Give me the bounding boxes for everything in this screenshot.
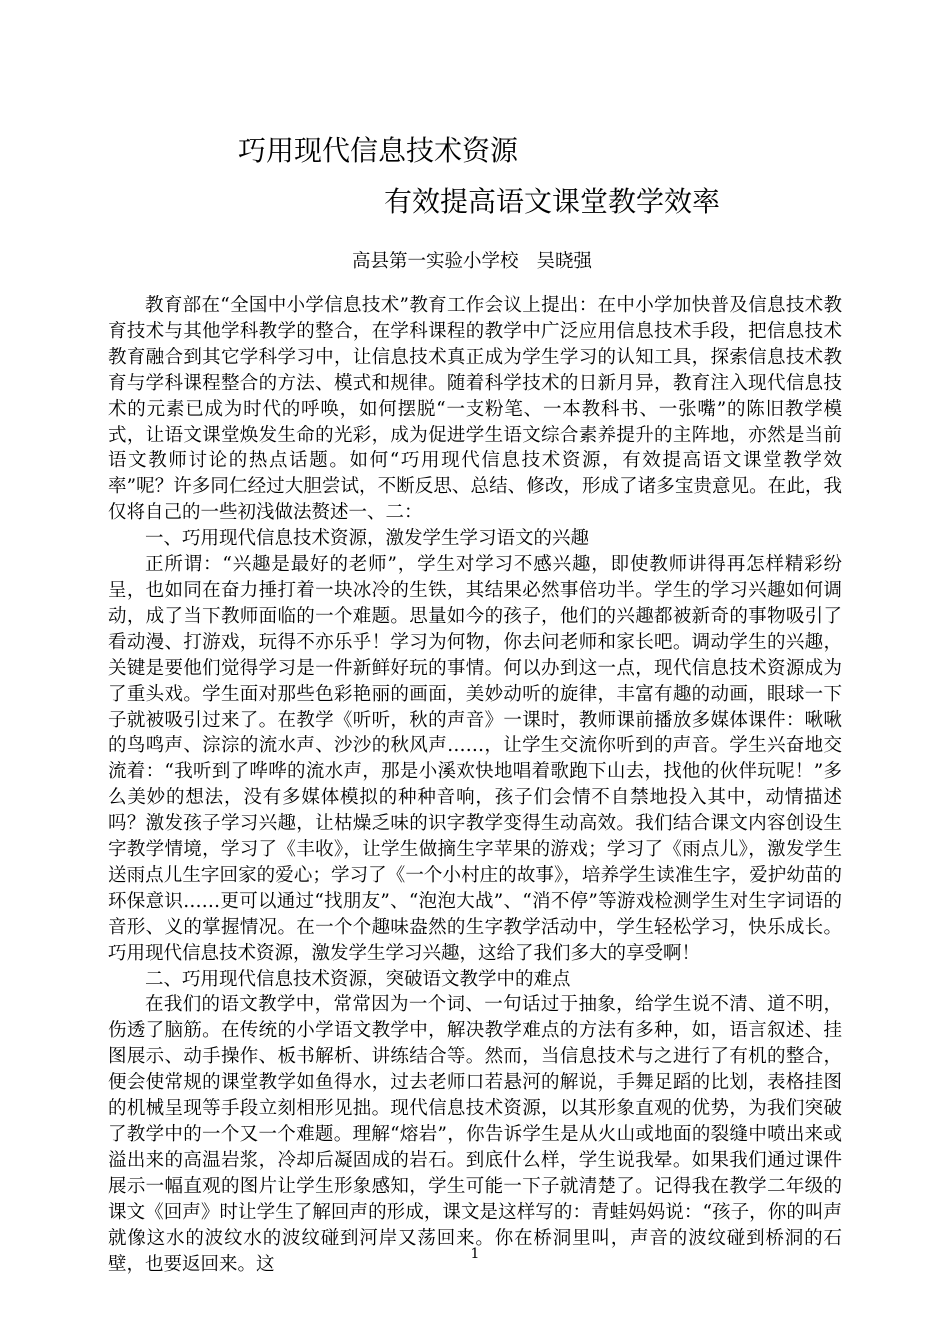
author-line	[352, 248, 592, 276]
page-number: 1	[470, 1246, 480, 1262]
author-name: 吴晓强	[536, 251, 593, 272]
section-1-paragraph: 正所谓：“兴趣是最好的老师”，学生对学习不感兴趣，即使教师讲得再怎样精彩纷呈，也如同在奋力捶打着一块冰冷的生铁，其结果必然事倍功半。学生的学习兴趣如何调动，成了当下教师面临的一个难题。思量如今的孩子，他们的兴趣都被新奇的事物吸引了看动漫、打游戏，玩得不亦乐乎！学习为何物，你去问老师和家长吧。调动学生的兴趣，关键是要他们觉得学习是一件新鲜好玩的事情。何以办到这一点，现代信息技术资源成为了重头戏。学生面对那些色彩艳丽的画面，美妙动听的旋律，丰富有趣的动画，眼球一下子就被吸引过来了。在教学《听听，秋的声音》一课时，教师课前播放多媒体课件：啾啾的鸟鸣声、淙淙的流水声、沙沙的秋风声……，让学生交流你听到的声音。学生兴奋地交流着：“我听到了哗哗的流水声，那是小溪欢快地唱着歌跑下山去，找他的伙伴玩呢！”多么美妙的想法，没有多媒体模拟的种种音响，孩子们会情不自禁地投入其中，动情描述吗？激发孩子学习兴趣，让枯燥乏味的识字教学变得生动高效。我们结合课文内容创设生字教学情境，学习了《丰收》，让学生做摘生字苹果的游戏；学习了《雨点儿》，激发学生送雨点儿生字回家的爱心；学习了《一个小村庄的故事》，培养学生读准生字，爱护幼苗的环保意识……更可以通过“找朋友”、“泡泡大战”、“消不停”等游戏检测学生对生字词语的音形、义的掌握情况。在一个个趣味盎然的生字教学活动中，学生轻松学习，快乐成长。巧用现代信息技术资源，激发学生学习兴趣，这给了我们多大的享受啊！	[108, 554, 842, 964]
title-line-1: 巧用现代信息技术资源	[238, 134, 519, 167]
body-text	[108, 293, 842, 1277]
section-heading-2: 二、巧用现代信息技术资源，突破语文教学中的难点	[145, 968, 571, 990]
section-heading-1: 一、巧用现代信息技术资源，激发学生学习语文的兴趣	[145, 528, 590, 550]
section-2-paragraph: 在我们的语文教学中，常常因为一个词、一句话过于抽象，给学生说不清、道不明，伤透了脑筋。在传统的小学语文教学中，解决教学难点的方法有多种，如，语言叙述、挂图展示、动手操作、板书解析、讲练结合等。然而，当信息技术与之进行了有机的整合，便会使常规的课堂教学如鱼得水，过去老师口若悬河的解说，手舞足蹈的比划，表格挂图的机械呈现等手段立刻相形见拙。现代信息技术资源，以其形象直观的优势，为我们突破了教学中的一个又一个难题。理解“熔岩”，你告诉学生是从火山或地面的裂缝中喷出来或溢出来的高温岩浆，冷却后凝固成的岩石。到底什么样，学生说我晕。如果我们通过课件展示一幅直观的图片让学生形象感知，学生可能一下子就清楚了。记得我在教学二年级的课文《回声》时让学生了解回声的形成，课文是这样写的：青蛙妈妈说：“孩子，你的叫声就像这水的波纹水的波纹碰到河岸又荡回来。你在桥洞里叫，声音的波纹碰到桥洞的石壁，也要返回来。这	[108, 994, 842, 1275]
author-school: 高县第一实验小学校	[352, 251, 519, 272]
intro-paragraph: 教育部在“全国中小学信息技术”教育工作会议上提出：在中小学加快普及信息技术教育技术与其他学科教学的整合，在学科课程的教学中广泛应用信息技术手段，把信息技术教育融合到其它学科学习中，让信息技术真正成为学生学习的认知工具，探索信息技术教育与学科课程整合的方法、模式和规律。随着科学技术的日新月异，教育注入现代信息技术的元素已成为时代的呼唤，如何摆脱“一支粉笔、一本教科书、一张嘴”的陈旧教学模式，让语文课堂焕发生命的光彩，成为促进学生语文综合素养提升的主阵地，亦然是当前语文教师讨论的热点话题。如何“巧用现代信息技术资源，有效提高语文课堂教学效率”呢？许多同仁经过大胆尝试，不断反思、总结、修改，形成了诸多宝贵意见。在此，我仅将自己的一些初浅做法赘述一、二：	[108, 295, 842, 524]
title-line-2: 有效提高语文课堂教学效率	[384, 185, 721, 218]
